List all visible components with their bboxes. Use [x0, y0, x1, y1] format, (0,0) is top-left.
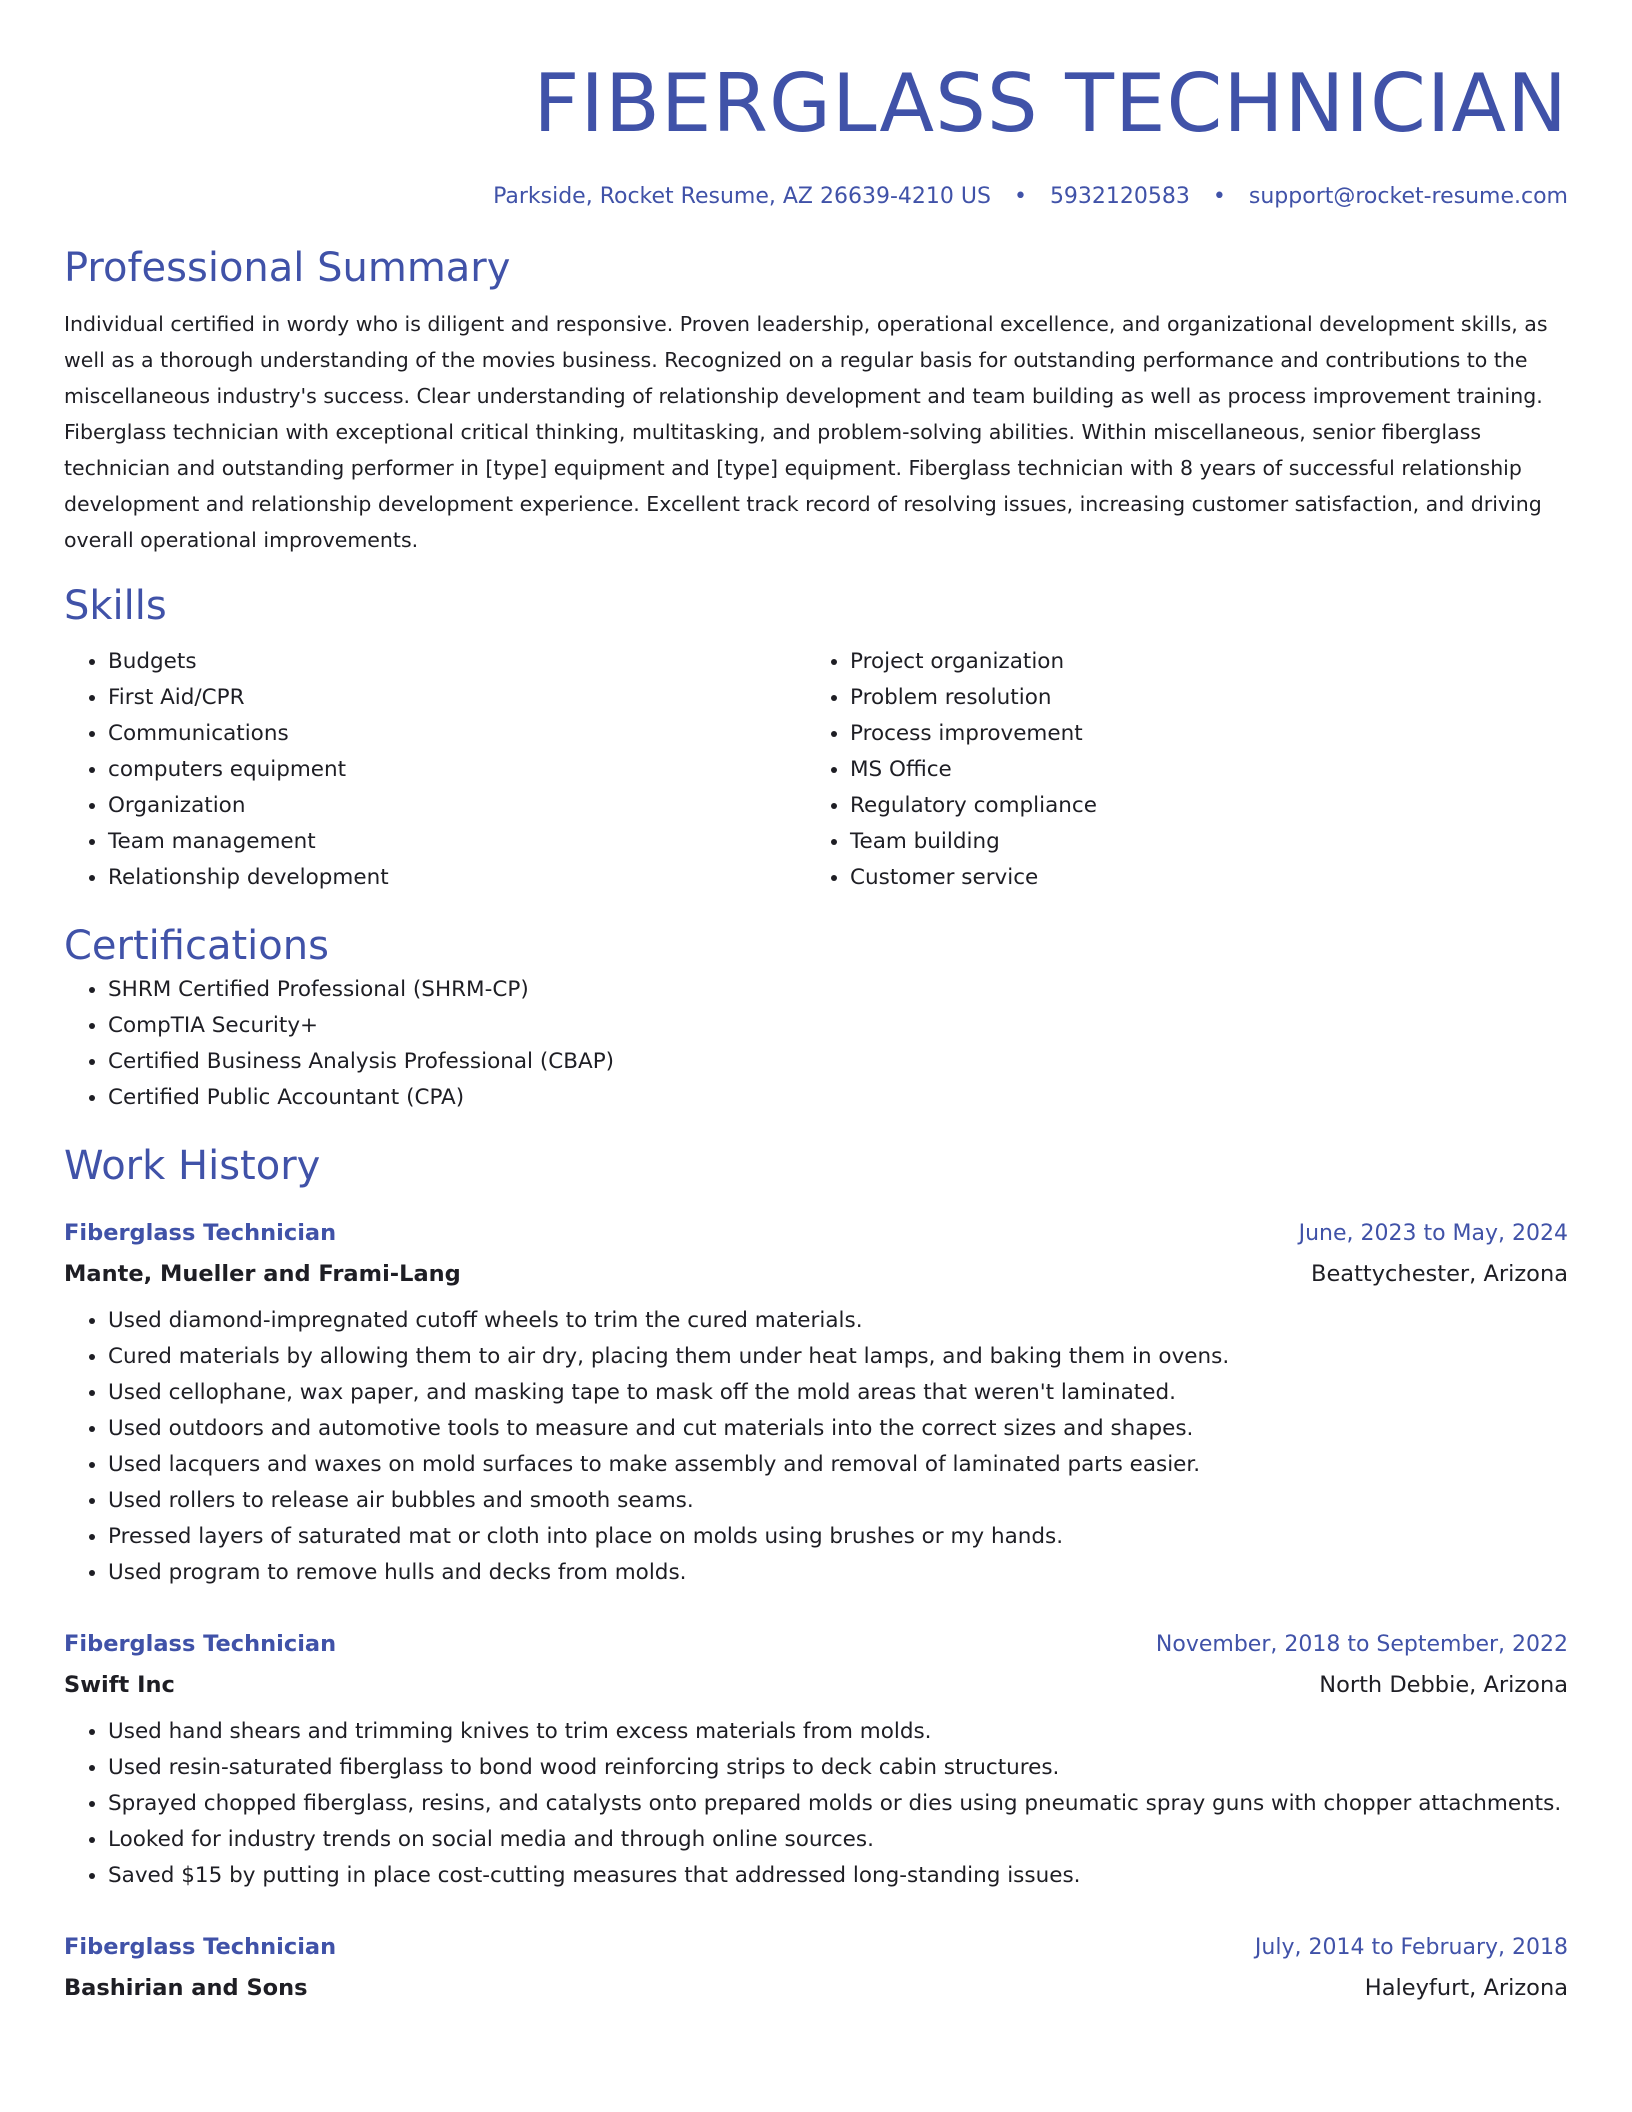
job-entry [64, 1218, 1568, 1591]
job-location: Beattychester, Arizona [1311, 1261, 1568, 1287]
job-header-row [64, 1932, 1568, 1963]
job-bullet: • Looked for industry trends on social media and through online sources. [108, 1822, 1568, 1858]
certification-item: • Certified Public Accountant (CPA) [108, 1080, 1568, 1116]
job-entry [64, 1932, 1568, 2003]
job-dates: June, 2023 to May, 2024 [1298, 1221, 1568, 1246]
job-dates: November, 2018 to September, 2022 [1155, 1632, 1568, 1657]
job-entry [64, 1629, 1568, 1894]
job-bullets [64, 1714, 1568, 1894]
job-title: Fiberglass Technician [64, 1934, 337, 1960]
job-company-row [64, 1973, 1568, 2003]
skills-left-list [64, 644, 806, 896]
job-bullet: • Used rollers to release air bubbles and smooth seams. [108, 1483, 1568, 1519]
job-company: Bashirian and Sons [64, 1975, 308, 2001]
job-bullet: • Used cellophane, wax paper, and masking tape to mask off the mold areas that weren't laminated. [108, 1375, 1568, 1411]
work-history-heading: Work History [64, 1143, 321, 1189]
summary-text: Individual certified in wordy who is diligent and responsive. Proven leadership, operational excellence, and organizational development skills, as well as a thorough understanding of the movies business. Recognized on a regular basis for outstanding performance and contributions to the miscellaneous industry's success. Clear understanding of relationship development and team building as well as process improvement training. Fiberglass technician with exceptional critical thinking, multitasking, and problem-solving abilities. Within miscellaneous, senior fiberglass technician and outstanding performer in [type] equipment and [type] equipment. Fiberglass technician with 8 years of successful relationship development and relationship development experience. Excellent track record of resolving issues, increasing customer satisfaction, and driving overall operational improvements. [64, 312, 1548, 552]
skill-item: • Team building [850, 824, 1548, 860]
skill-item: • Communications [108, 716, 806, 752]
skill-item: • Project organization [850, 644, 1548, 680]
job-title: Fiberglass Technician [64, 1220, 337, 1246]
contact-address: Parkside, Rocket Resume, AZ 26639-4210 US [493, 184, 991, 209]
job-bullets [64, 1303, 1568, 1591]
job-company: Mante, Mueller and Frami-Lang [64, 1261, 461, 1287]
contact-separator: • [1212, 184, 1226, 209]
certifications-list [64, 972, 1568, 1116]
skills-columns [64, 644, 1568, 896]
skills-right-list [806, 644, 1548, 896]
job-bullet: • Used program to remove hulls and decks from molds. [108, 1555, 1568, 1591]
job-bullet: • Cured materials by allowing them to air dry, placing them under heat lamps, and baking them in ovens. [108, 1339, 1568, 1375]
certifications-heading: Certifications [64, 923, 329, 969]
job-bullet: • Used outdoors and automotive tools to measure and cut materials into the correct sizes and shapes. [108, 1411, 1568, 1447]
contact-email-link[interactable]: support@rocket-resume.com [1248, 184, 1568, 209]
contact-phone: 5932120583 [1049, 184, 1190, 209]
skill-item: • Regulatory compliance [850, 788, 1548, 824]
certification-item: • CompTIA Security+ [108, 1008, 1568, 1044]
job-header-row [64, 1629, 1568, 1660]
skill-item: • Process improvement [850, 716, 1548, 752]
job-bullet: • Pressed layers of saturated mat or cloth into place on molds using brushes or my hands. [108, 1519, 1568, 1555]
certification-item: • Certified Business Analysis Professional (CBAP) [108, 1044, 1568, 1080]
job-company-row [64, 1259, 1568, 1289]
skill-item: • Relationship development [108, 860, 806, 896]
resume-page [64, 0, 1568, 2003]
skill-item: • Budgets [108, 644, 806, 680]
job-bullet: • Used hand shears and trimming knives to trim excess materials from molds. [108, 1714, 1568, 1750]
skill-item: • Problem resolution [850, 680, 1548, 716]
job-title: Fiberglass Technician [64, 1631, 337, 1657]
skill-item: • Team management [108, 824, 806, 860]
resume-name-heading: FIBERGLASS TECHNICIAN [533, 57, 1568, 150]
contact-line [64, 182, 1568, 212]
skill-item: • First Aid/CPR [108, 680, 806, 716]
skill-item: • Organization [108, 788, 806, 824]
skill-item: • Customer service [850, 860, 1548, 896]
job-bullet: • Saved $15 by putting in place cost-cutting measures that addressed long-standing issues. [108, 1858, 1568, 1894]
job-bullet: • Used resin-saturated fiberglass to bond wood reinforcing strips to deck cabin structures. [108, 1750, 1568, 1786]
job-bullet: • Used lacquers and waxes on mold surfaces to make assembly and removal of laminated parts easier. [108, 1447, 1568, 1483]
job-location: Haleyfurt, Arizona [1364, 1975, 1568, 2001]
job-bullet: • Sprayed chopped fiberglass, resins, and catalysts onto prepared molds or dies using pneumatic spray guns with chopper attachments. [108, 1786, 1568, 1822]
skill-item: • computers equipment [108, 752, 806, 788]
skill-item: • MS Office [850, 752, 1548, 788]
job-header-row [64, 1218, 1568, 1249]
summary-heading: Professional Summary [64, 245, 511, 291]
job-company: Swift Inc [64, 1672, 175, 1698]
certification-item: • SHRM Certified Professional (SHRM-CP) [108, 972, 1568, 1008]
job-bullet: • Used diamond-impregnated cutoff wheels to trim the cured materials. [108, 1303, 1568, 1339]
skills-heading: Skills [64, 583, 167, 629]
job-dates: July, 2014 to February, 2018 [1254, 1935, 1568, 1960]
job-location: North Debbie, Arizona [1319, 1672, 1568, 1698]
contact-separator: • [1013, 184, 1027, 209]
job-company-row [64, 1670, 1568, 1700]
